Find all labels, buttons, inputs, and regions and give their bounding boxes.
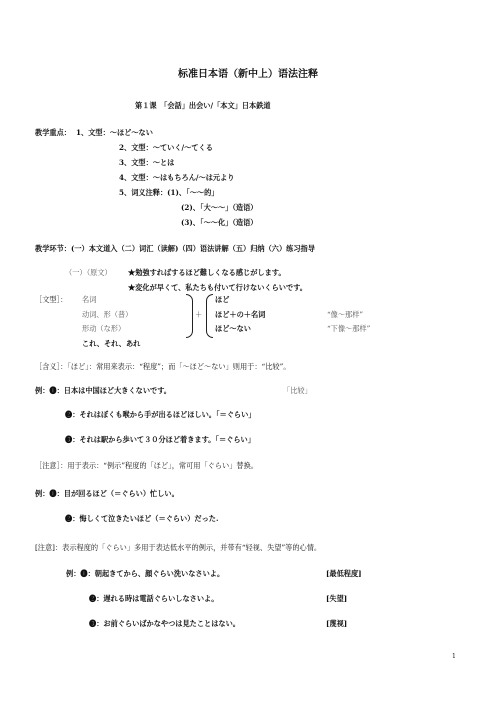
lesson-heading: 第１课 「会話」出会い/「本文」日本鉄道 xyxy=(135,101,271,110)
note-1: ［注意］：用于表示：“例示”程度的「ほど」，常可用「ぐらい」替换。 xyxy=(35,461,258,470)
key-point-5: 5、词义注释：(1)、「～～的」 xyxy=(119,188,219,197)
example-1-3: ❸：それは駅から歩いて３０分ほど着きます。「＝ぐらい」 xyxy=(65,435,255,444)
key-point-3: 3、文型：～とは xyxy=(119,158,175,167)
example-1-2: ❷：それはぼくも喉から手が出るほどほしい。「＝ぐらい」 xyxy=(65,410,256,419)
left-brace xyxy=(206,294,213,338)
key-point-2: 2、文型：～ていく/～てくる xyxy=(119,143,213,152)
page-number: 1 xyxy=(452,653,456,660)
example-3-tag-2: [失望] xyxy=(326,594,348,603)
pattern-left-2: 动词、形（普） xyxy=(82,310,133,319)
original-label: （一）（原文） xyxy=(65,268,112,277)
page-title: 标准日本语（新中上）语法注释 xyxy=(178,69,318,80)
pattern-left-3: 形动（な形） xyxy=(82,324,126,333)
key-point-5-2: (2)、「大～～」（造语） xyxy=(181,203,258,212)
pattern-mid-1: ほど xyxy=(215,295,230,304)
pattern-plus: ＋ xyxy=(195,310,203,319)
key-point-4: 4、文型：～はもちろん/～は元より xyxy=(119,173,235,182)
pattern-mid-2: ほど＋の＋名词 xyxy=(215,310,266,319)
example-3-2: ❷：遅れる時は電話ぐらいしなさいよ。 xyxy=(89,594,219,603)
teaching-steps: 教学环节：(一）本文道入（二）词汇（读解)（四）语法讲解（五）归纳（六）练习指导 xyxy=(35,244,315,253)
example-1-1: 例：❶：日本は中国ほど大きくないです。 xyxy=(35,386,171,395)
pattern-label: ［文型］： xyxy=(35,295,68,304)
pattern-mid-3: ほど～ない xyxy=(215,324,251,333)
pattern-left-4: これ、それ、あれ xyxy=(82,339,141,348)
example-2-2: ❷：悔しくて泣きたいほど（＝ぐらい）だった. xyxy=(65,514,219,523)
example-3-tag-1: [最低程度] xyxy=(326,569,362,578)
example-2-1: 例：❶：目が回るほど（＝ぐらい）忙しい。 xyxy=(35,489,179,498)
right-brace xyxy=(186,294,193,338)
example-3-3: ❸：お前ぐらいばかなやつは見たことはない。 xyxy=(89,619,240,628)
pattern-left-1: 名词 xyxy=(82,295,97,304)
original-line-2: ★変化が早くて、私たちも付いて行けないくらいです。 xyxy=(128,283,307,292)
key-point-5-3: (3)、「～～化」（造语） xyxy=(181,218,258,227)
original-line-1: ★勉強すればするほど難しくなる感じがします。 xyxy=(128,268,286,277)
key-point-1: 1、文型：～ほど～ない xyxy=(76,128,153,137)
example-3-1: 例：❶：朝起きてから、顔ぐらい洗いなさいよ。 xyxy=(66,569,225,578)
pattern-right-2: “下像～那样” xyxy=(327,324,371,333)
example-3-tag-3: [蔑视] xyxy=(326,619,348,628)
meaning-line: ［含义］：「ほど」：常用来表示：“程度”；而「～ほど～ない」则用于：“比较”。 xyxy=(35,362,291,371)
key-points-label: 教学重点： xyxy=(35,128,71,137)
example-1-tag: 「比较」 xyxy=(283,386,312,395)
note-2: [注意]：表示程度的「ぐらい」多用于表达低水平的例示，并带有“轻视、失望”等的心情。 xyxy=(35,543,322,552)
pattern-right-1: “像～那样” xyxy=(327,310,364,319)
